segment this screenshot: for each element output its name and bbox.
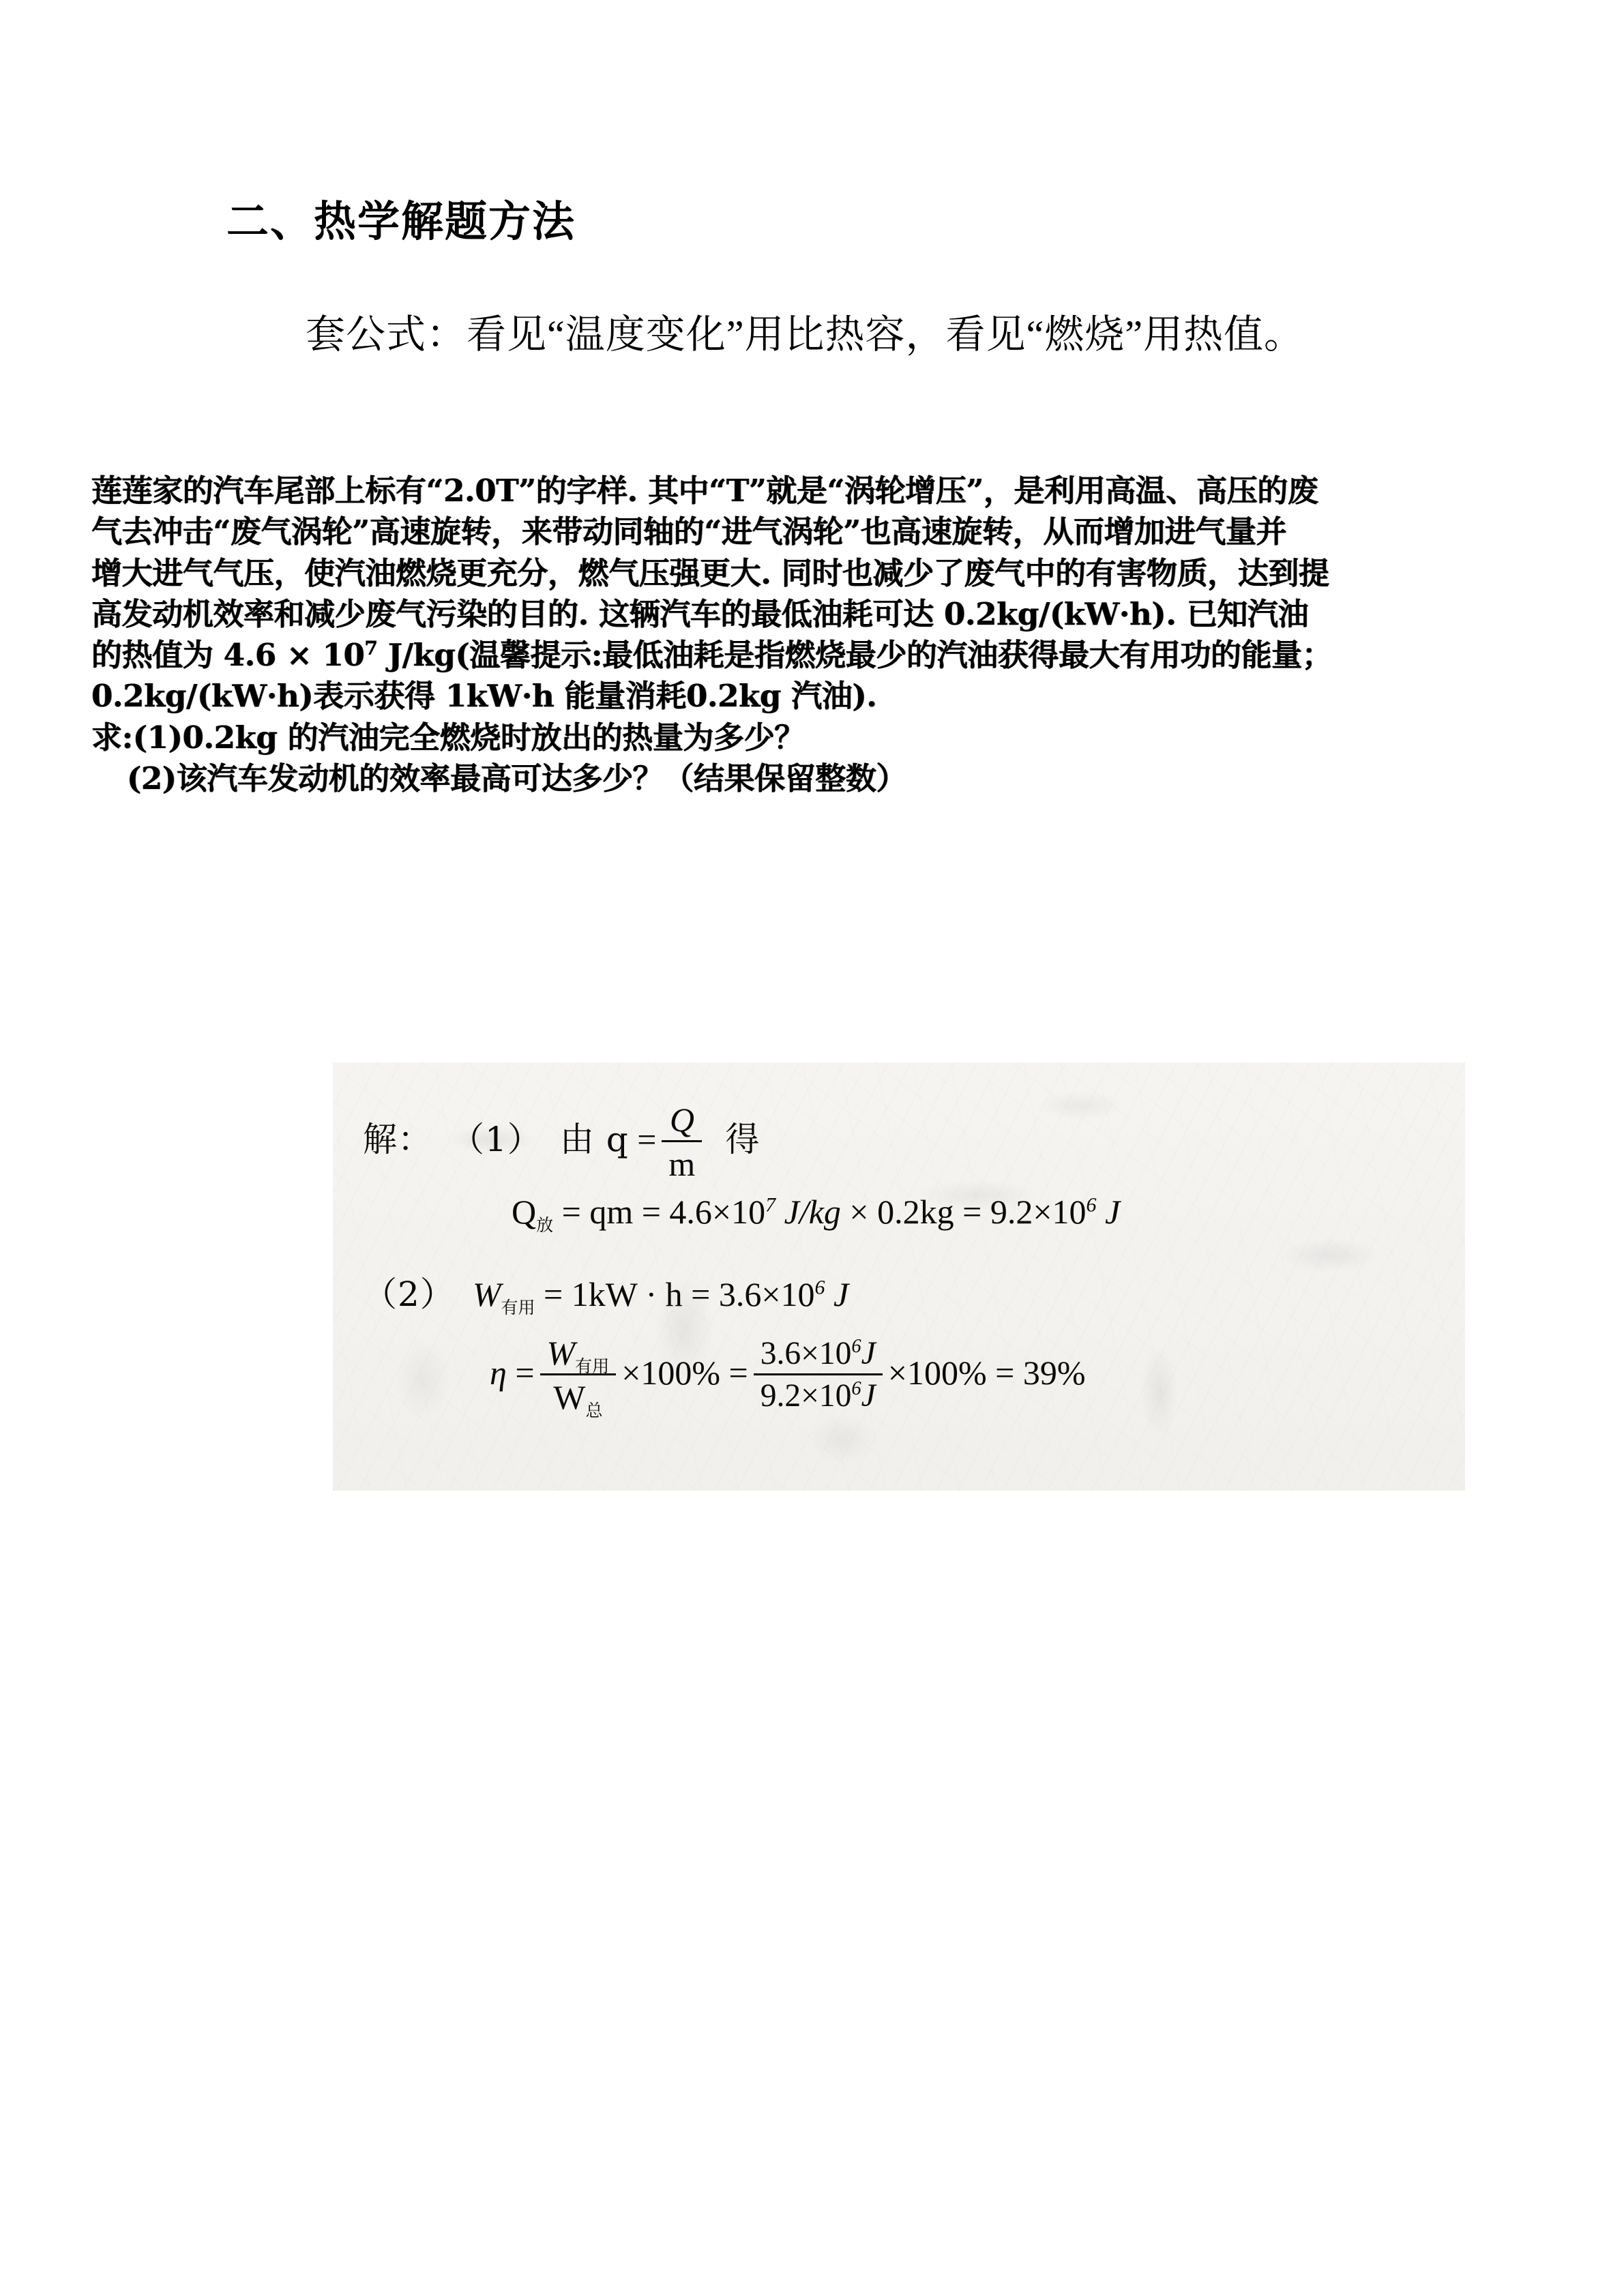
efficiency-frac2-den-mantissa: 9.2×10	[760, 1378, 852, 1414]
step2-equals: =	[543, 1275, 563, 1313]
step2-value-unit: J	[833, 1275, 849, 1313]
step1-trailing: 得	[725, 1119, 761, 1159]
step2-subscript: 有用	[501, 1298, 535, 1317]
step2-equals2: =	[691, 1275, 711, 1313]
efficiency-times-100: ×100%	[621, 1353, 721, 1392]
step2-value-exponent: 6	[814, 1276, 825, 1299]
efficiency-final-answer: 39%	[1022, 1353, 1086, 1392]
step1-mass: 0.2kg	[877, 1193, 954, 1231]
step1-value-unit: J/kg	[784, 1193, 841, 1231]
efficiency-frac1-num-subscript: 有用	[575, 1356, 610, 1376]
solution-step1-result	[512, 1192, 1121, 1235]
efficiency-frac2-num-mantissa: 3.6×10	[760, 1335, 852, 1371]
step1-times: ×	[849, 1193, 869, 1231]
problem-line: 高发动机效率和减少废气污染的目的. 这辆汽车的最低油耗可达 0.2kg/(kW·h). 已知汽油	[91, 595, 1309, 632]
efficiency-frac2-numerator	[754, 1336, 883, 1375]
efficiency-frac1-den-subscript: 总	[585, 1401, 603, 1420]
solution-step1-formula	[363, 1102, 760, 1184]
step1-answer-unit: J	[1105, 1193, 1121, 1231]
step1-answer-exponent: 6	[1086, 1193, 1097, 1217]
efficiency-equals2: =	[728, 1353, 748, 1392]
rule-paragraph: 套公式：看见“温度变化”用比热容，看见“燃烧”用热值。	[306, 312, 1304, 357]
efficiency-eta-symbol: η	[490, 1353, 507, 1392]
step1-result-symbol: Q	[512, 1193, 537, 1231]
solution-step2-formula	[363, 1267, 848, 1316]
problem-line-heatvalue	[91, 635, 1534, 676]
efficiency-frac2-num-exponent: 6	[851, 1335, 861, 1357]
page-title: 二、热学解题方法	[226, 198, 576, 245]
problem-line: 0.2kg/(kW·h)表示获得 1kW·h 能量消耗0.2kg 汽油).	[91, 678, 877, 715]
efficiency-times-100-b: ×100%	[887, 1353, 987, 1392]
efficiency-frac2-denominator	[754, 1375, 883, 1414]
solution-step3-efficiency	[490, 1335, 1085, 1418]
efficiency-frac2-den-unit: J	[861, 1378, 876, 1414]
step1-fraction-numerator: Q	[662, 1101, 702, 1142]
step1-value-mantissa: 4.6×10	[669, 1193, 766, 1231]
step1-number: （1）	[450, 1119, 542, 1159]
step2-symbol: W	[472, 1275, 501, 1313]
heatvalue-exponent: 7	[364, 637, 378, 660]
step2-number: （2）	[363, 1274, 455, 1314]
efficiency-fraction-1	[540, 1334, 617, 1420]
step1-equals: =	[637, 1120, 657, 1159]
problem-question-2: (2)该汽车发动机的效率最高可达多少？（结果保留整数）	[127, 760, 907, 797]
heatvalue-post: J/kg(温馨提示:最低油耗是指燃烧最少的汽油获得最大有用功的能量；	[377, 637, 1333, 674]
step2-value-mantissa: 3.6×10	[718, 1275, 815, 1313]
problem-line: 气去冲击“废气涡轮”高速旋转，来带动同轴的“进气涡轮”也高速旋转，从而增加进气量并	[91, 513, 1287, 550]
step1-lead: 由 q	[559, 1119, 629, 1159]
efficiency-frac1-denominator	[540, 1375, 617, 1420]
step1-equals2: =	[962, 1193, 982, 1231]
step2-expr: 1kW · h	[571, 1275, 683, 1313]
efficiency-equals3: =	[995, 1353, 1015, 1392]
step1-fraction	[662, 1101, 702, 1183]
efficiency-frac2-num-unit: J	[861, 1335, 876, 1371]
heatvalue-pre: 的热值为 4.6 × 10	[91, 637, 365, 674]
step1-result-subscript: 放	[536, 1215, 554, 1235]
efficiency-fraction-2	[754, 1336, 883, 1414]
problem-question-1: 求:(1)0.2kg 的汽油完全燃烧时放出的热量为多少？	[91, 719, 805, 756]
efficiency-frac2-den-exponent: 6	[851, 1378, 861, 1400]
problem-statement	[91, 471, 1534, 799]
efficiency-frac1-den-symbol: W	[553, 1378, 586, 1416]
step1-value-exponent: 7	[765, 1193, 776, 1217]
efficiency-frac1-num-symbol: W	[546, 1334, 576, 1372]
problem-line: 莲莲家的汽车尾部上标有“2.0T”的字样. 其中“T”就是“涡轮增压”，是利用高温、高压的废	[91, 473, 1318, 509]
efficiency-frac1-numerator	[540, 1334, 617, 1375]
solution-panel	[333, 1062, 1465, 1491]
problem-line: 增大进气气压，使汽油燃烧更充分，燃气压强更大. 同时也减少了废气中的有害物质，达到提	[91, 554, 1329, 591]
efficiency-equals: =	[515, 1353, 535, 1392]
step1-answer-mantissa: 9.2×10	[990, 1193, 1087, 1231]
step1-fraction-denominator: m	[668, 1145, 696, 1183]
step1-result-eq1: = qm =	[561, 1193, 661, 1231]
solution-label: 解：	[363, 1119, 432, 1159]
